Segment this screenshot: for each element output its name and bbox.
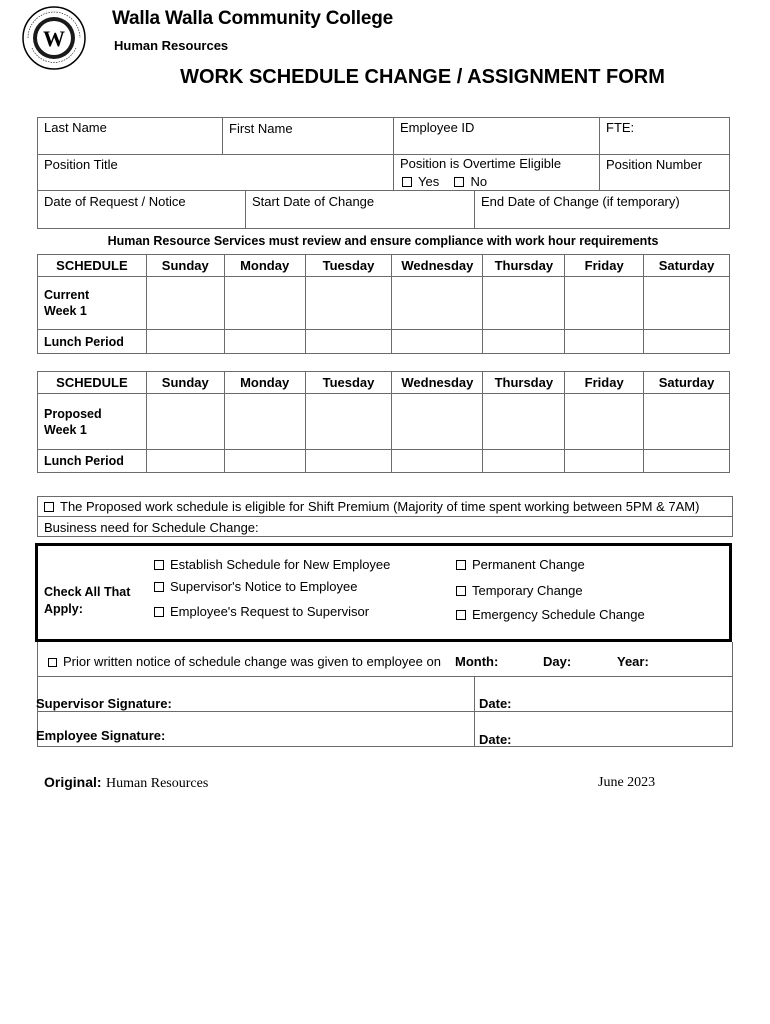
proposed-wednesday-cell[interactable] [392,394,483,450]
header-schedule: SCHEDULE [38,372,147,394]
employee-id-field[interactable]: Employee ID [400,120,475,135]
option-emergency-change[interactable]: Emergency Schedule Change [456,607,645,622]
header-sunday: Sunday [146,372,224,394]
current-tuesday-cell[interactable] [305,277,392,330]
business-need-field[interactable]: Business need for Schedule Change: [44,520,259,535]
proposed-saturday-cell[interactable] [644,394,730,450]
overtime-no-checkbox[interactable] [454,177,464,187]
option-supervisor-notice[interactable]: Supervisor's Notice to Employee [154,579,357,594]
proposed-tuesday-cell[interactable] [305,394,392,450]
header-schedule: SCHEDULE [38,255,147,277]
emergency-change-checkbox[interactable] [456,610,466,620]
proposed-lunch-tuesday[interactable] [305,450,392,473]
permanent-change-checkbox[interactable] [456,560,466,570]
proposed-friday-cell[interactable] [565,394,644,450]
notice-day-field[interactable]: Day: [543,654,572,669]
original-label: Original: [44,774,102,790]
proposed-lunch-thursday[interactable] [483,450,565,473]
header-wednesday: Wednesday [392,372,483,394]
temporary-change-checkbox[interactable] [456,586,466,596]
current-lunch-sunday[interactable] [146,330,224,354]
footer-original [44,774,208,792]
proposed-thursday-cell[interactable] [483,394,565,450]
current-saturday-cell[interactable] [644,277,730,330]
proposed-lunch-row [38,450,730,473]
schedule-header-row [38,255,730,277]
header-sunday: Sunday [146,255,224,277]
college-seal-logo [22,6,86,70]
proposed-monday-cell[interactable] [224,394,305,450]
current-lunch-saturday[interactable] [644,330,730,354]
header-tuesday: Tuesday [305,255,392,277]
notice-month-field[interactable]: Month: [455,654,499,669]
prior-notice-label: Prior written notice of schedule change was given to employee on [63,654,441,669]
current-sunday-cell[interactable] [146,277,224,330]
overtime-options [396,172,493,191]
current-lunch-tuesday[interactable] [305,330,392,354]
proposed-schedule-table [37,371,730,473]
current-thursday-cell[interactable] [483,277,565,330]
start-date-field[interactable]: Start Date of Change [252,194,375,209]
header-saturday: Saturday [644,255,730,277]
supervisor-signature-field[interactable]: Supervisor Signature: [36,696,172,711]
last-name-field[interactable]: Last Name [44,120,107,135]
current-lunch-label: Lunch Period [38,330,147,354]
position-title-field[interactable]: Position Title [44,157,118,172]
header-thursday: Thursday [483,255,565,277]
supervisor-date-field[interactable]: Date: [479,696,512,711]
supervisor-notice-checkbox[interactable] [154,582,164,592]
current-lunch-row [38,330,730,354]
current-week-label: Current Week 1 [38,277,147,330]
current-schedule-table [37,254,730,354]
option-employee-request[interactable]: Employee's Request to Supervisor [154,604,369,619]
header-saturday: Saturday [644,372,730,394]
header-thursday: Thursday [483,372,565,394]
department-name: Human Resources [114,38,229,53]
current-week-row [38,277,730,330]
current-wednesday-cell[interactable] [392,277,483,330]
option-temporary-change[interactable]: Temporary Change [456,583,583,598]
current-lunch-monday[interactable] [224,330,305,354]
schedule-header-row [38,372,730,394]
current-monday-cell[interactable] [224,277,305,330]
proposed-lunch-label: Lunch Period [38,450,147,473]
proposed-sunday-cell[interactable] [146,394,224,450]
end-date-field[interactable]: End Date of Change (if temporary) [481,194,680,209]
proposed-lunch-sunday[interactable] [146,450,224,473]
header-monday: Monday [224,255,305,277]
proposed-lunch-friday[interactable] [565,450,644,473]
college-name: Walla Walla Community College [112,8,393,29]
first-name-field[interactable]: First Name [229,121,293,136]
header-friday: Friday [565,255,644,277]
header-tuesday: Tuesday [305,372,392,394]
header-wednesday: Wednesday [392,255,483,277]
check-all-label: Check All That Apply: [44,585,131,616]
fte-field[interactable]: FTE: [606,120,635,135]
new-employee-checkbox[interactable] [154,560,164,570]
compliance-notice: Human Resource Services must review and ensure compliance with work hour requirements [107,234,659,248]
svg-text:W: W [43,26,65,51]
employee-request-checkbox[interactable] [154,607,164,617]
employee-signature-field[interactable]: Employee Signature: [36,728,166,743]
notice-year-field[interactable]: Year: [617,654,649,669]
current-lunch-friday[interactable] [565,330,644,354]
proposed-lunch-saturday[interactable] [644,450,730,473]
header-monday: Monday [224,372,305,394]
revision-date: June 2023 [598,775,656,790]
option-new-employee[interactable]: Establish Schedule for New Employee [154,557,390,572]
overtime-eligible-label: Position is Overtime Eligible [400,156,562,171]
form-title: WORK SCHEDULE CHANGE / ASSIGNMENT FORM [180,66,665,88]
proposed-week-label: Proposed Week 1 [38,394,147,450]
header-friday: Friday [565,372,644,394]
date-of-request-field[interactable]: Date of Request / Notice [44,194,186,209]
current-lunch-wednesday[interactable] [392,330,483,354]
prior-notice-checkbox[interactable] [48,658,57,667]
proposed-lunch-monday[interactable] [224,450,305,473]
shift-premium-label: The Proposed work schedule is eligible for Shift Premium (Majority of time spent working between 5PM & 7AM) [60,499,700,514]
position-number-field[interactable]: Position Number [606,157,703,172]
proposed-lunch-wednesday[interactable] [392,450,483,473]
overtime-yes-checkbox[interactable] [402,177,412,187]
option-permanent-change[interactable]: Permanent Change [456,557,585,572]
proposed-week-row [38,394,730,450]
current-friday-cell[interactable] [565,277,644,330]
shift-premium-row [40,497,705,516]
overtime-yes-label: Yes [418,174,440,189]
prior-notice-row [48,654,441,669]
shift-premium-checkbox[interactable] [44,502,54,512]
employee-date-field[interactable]: Date: [479,732,512,747]
original-value: Human Resources [106,776,209,791]
current-lunch-thursday[interactable] [483,330,565,354]
overtime-no-label: No [470,174,488,189]
